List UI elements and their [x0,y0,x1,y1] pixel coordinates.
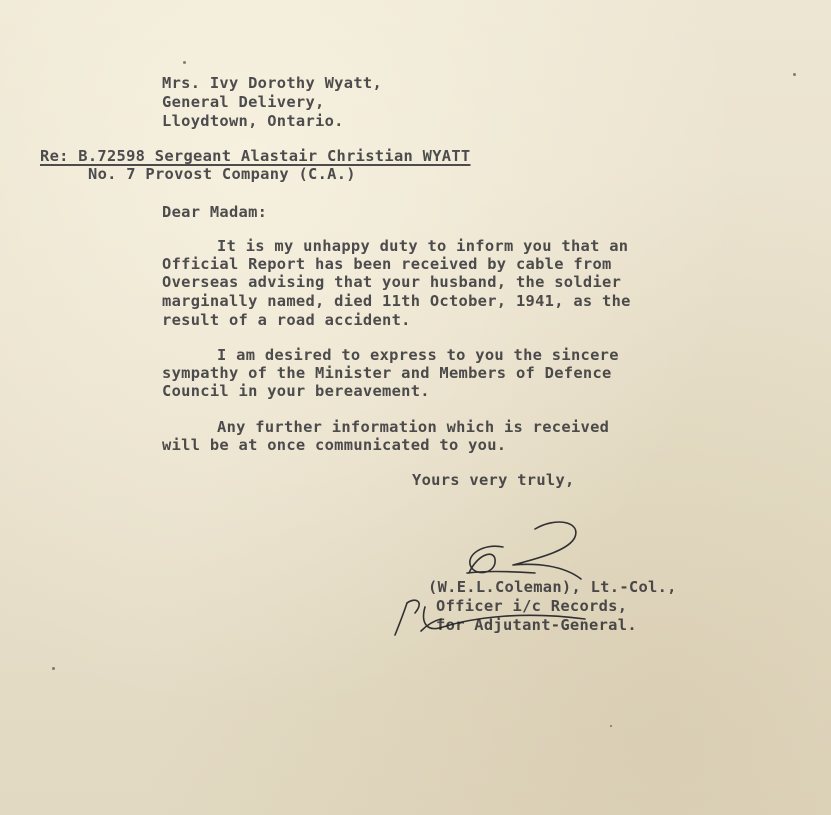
paper-speck [52,667,55,670]
paper-speck [183,61,186,64]
address-delivery: General Delivery, [162,93,325,111]
paragraph2-line: I am desired to express to you the sincere [217,346,619,364]
paper-speck [793,73,796,76]
paragraph1-line: It is my unhappy duty to inform you that an [217,237,629,255]
signature-title: Officer i/c Records, [436,597,628,615]
address-town: Lloydtown, Ontario. [162,112,344,130]
paragraph3-line: Any further information which is received [217,418,610,436]
paragraph3-line: will be at once communicated to you. [162,436,507,454]
paragraph1-line: marginally named, died 11th October, 1941, as the [162,292,631,310]
paragraph2-line: sympathy of the Minister and Members of Defence [162,364,612,382]
handwritten-signature [385,515,595,645]
signature-name: (W.E.L.Coleman), Lt.-Col., [428,578,677,596]
paper-speck [610,725,612,727]
paragraph1-line: Overseas advising that your husband, the soldier [162,273,622,291]
paragraph1-line: result of a road accident. [162,311,411,329]
paragraph2-line: Council in your bereavement. [162,382,430,400]
paragraph1-line: Official Report has been received by cable from [162,255,612,273]
signature-authority: for Adjutant-General. [436,616,637,634]
reference-line: Re: B.72598 Sergeant Alastair Christian WYATT [40,147,471,165]
salutation: Dear Madam: [162,203,268,221]
reference-unit: No. 7 Provost Company (C.A.) [88,165,356,183]
address-name: Mrs. Ivy Dorothy Wyatt, [162,74,383,92]
closing: Yours very truly, [412,471,575,489]
